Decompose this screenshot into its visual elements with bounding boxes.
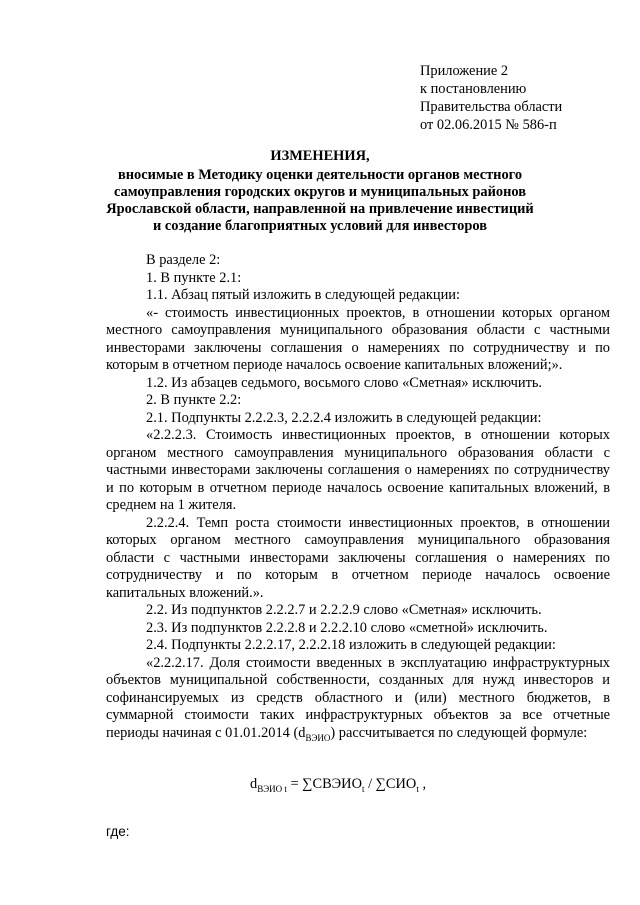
formula-rhs: / ∑СИО	[364, 776, 417, 792]
title-subtitle: вносимые в Методику оценки деятельности органов местного самоуправления городских округов и муниципальных районов Ярославской области, направленной на привлечение инвестиций и создание благоприятных условий для инвесторов	[106, 167, 534, 234]
appendix-line-1: Приложение 2	[420, 63, 509, 79]
appendix-line-4: от 02.06.2015 № 586-п	[420, 117, 557, 133]
paragraph-text: ) рассчитывается по следующей формуле:	[330, 724, 588, 741]
formula-lhs: d	[250, 776, 258, 792]
paragraph: 2.3. Из подпунктов 2.2.2.8 и 2.2.2.10 слово «сметной» исключить.	[146, 619, 548, 636]
appendix-line-2: к постановлению	[420, 81, 527, 97]
document-title	[105, 148, 535, 235]
formula-lhs-sub: ВЭИО t	[257, 783, 287, 794]
paragraph: 1.2. Из абзацев седьмого, восьмого слово «Сметная» исключить.	[146, 374, 543, 391]
where-label: где:	[106, 824, 130, 839]
formula-rhs-sub: t	[416, 783, 419, 794]
paragraph: «2.2.2.3. Стоимость инвестиционных проектов, в отношении которых органом местного самоуправления муниципального образования области с частными инвесторами заключены соглашения о намерениях по сотрудничеству и по которым в отчетном периоде началось освоение капитальных вложений, в среднем на 1 жителя.	[106, 427, 610, 513]
subscript: ВЭИО	[305, 732, 331, 743]
paragraph: 1. В пункте 2.1:	[146, 269, 242, 286]
paragraph: В разделе 2:	[146, 252, 221, 268]
formula-middle-sub: t	[361, 783, 365, 794]
paragraph: 1.1. Абзац пятый изложить в следующей редакции:	[146, 287, 461, 303]
paragraph: 2. В пункте 2.2:	[146, 392, 242, 408]
formula-end: ,	[418, 776, 427, 792]
paragraph-text: «2.2.2.17. Доля стоимости введенных в эксплуатацию инфраструктурных объектов муниципальной собственности, созданных для нужд инвесторов и софинансируемых из средств областного и (или) местного бюджетов, в суммарной стоимости таких инфраструктурных объектов за все отчетные периоды начиная с 01.01.2014 (d	[106, 654, 610, 741]
paragraph	[106, 655, 610, 747]
document-body	[106, 252, 610, 747]
paragraph: 2.1. Подпункты 2.2.2.3, 2.2.2.4 изложить в следующей редакции:	[146, 409, 542, 426]
paragraph: 2.4. Подпункты 2.2.2.17, 2.2.2.18 изложить в следующей редакции:	[146, 637, 556, 653]
appendix-block	[420, 62, 620, 134]
formula-middle: = ∑СВЭИО	[286, 776, 362, 792]
formula	[250, 776, 426, 798]
paragraph: 2.2. Из подпунктов 2.2.2.7 и 2.2.2.9 слово «Сметная» исключить.	[146, 602, 542, 618]
appendix-line-3: Правительства области	[420, 99, 563, 115]
paragraph: «- стоимость инвестиционных проектов, в отношении которых органом местного самоуправления муниципального образования области с частными инвесторами заключены соглашения о намерениях по сотрудничеству и по которым в отчетном периоде началось освоение капитальных вложений;».	[106, 304, 610, 373]
title-main: ИЗМЕНЕНИЯ,	[270, 148, 370, 164]
paragraph: 2.2.2.4. Темп роста стоимости инвестиционных проектов, в отношении которых органом местного самоуправления муниципального образования области с частными инвесторами заключены соглашения о намерениях по сотрудничеству и по которым в отчетном периоде началось освоение капитальных вложений.».	[106, 514, 610, 601]
